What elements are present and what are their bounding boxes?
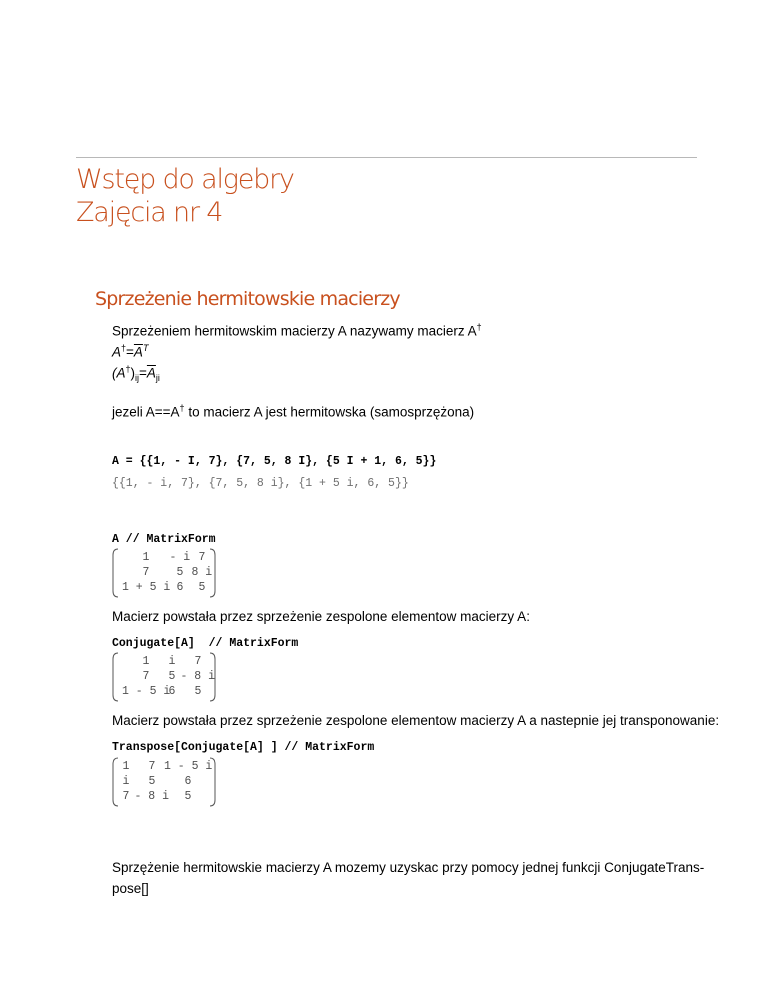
conjugate-description: Macierz powstała przez sprzeżenie zespolone elementow macierzy A: — [112, 609, 530, 624]
header-rule — [76, 157, 697, 158]
matrix-cell: 5 — [194, 685, 202, 698]
matrix-output-2 — [112, 651, 216, 703]
def2-rhs: $\overline{A}$ — [146, 365, 156, 381]
matrix-cell: 7 — [148, 760, 156, 773]
matrix-cell: 5 — [168, 670, 176, 683]
matrix-cell: 1 — [142, 655, 150, 668]
matrix-cell: 7 — [122, 790, 130, 803]
hermit-text-b: to macierz A jest hermitowska (samosprzężona) — [184, 404, 475, 420]
matrix-cell: 1 - 5 i — [122, 685, 171, 698]
matrix-cell: 7 — [198, 551, 206, 564]
intro-paragraph — [112, 322, 482, 339]
section-heading: Sprzeżenie hermitowskie macierzy — [95, 288, 400, 310]
matrix-cell: - 8 i — [180, 670, 216, 683]
matrix-cell: 5 — [198, 581, 206, 594]
def2-index-ji: ji — [155, 373, 160, 384]
matrix-cell: 1 + 5 i — [122, 581, 171, 594]
matrix-cell: - 8 i — [134, 790, 170, 803]
matrix-cell: 1 — [142, 551, 150, 564]
final-paragraph-line2: pose[] — [112, 881, 149, 896]
matrix-output-3 — [112, 756, 216, 808]
document-subtitle: Zajęcia nr 4 — [76, 197, 223, 228]
matrix-cell: 1 - 5 i — [164, 760, 213, 773]
def2-dagger: † — [125, 364, 131, 374]
left-bracket — [113, 758, 118, 806]
def1-dagger: † — [121, 343, 127, 353]
matrix-cell: 8 i — [191, 566, 213, 579]
matrix-cell: 5 — [184, 790, 192, 803]
matrix-cell: 5 — [176, 566, 184, 579]
final-paragraph-line1: Sprzężenie hermitowskie macierzy A mozemy uzyskac przy pomocy jednej funkcji ConjugateTrans- — [112, 860, 705, 875]
definition-1 — [112, 343, 148, 360]
input-cell-4[interactable]: Transpose[Conjugate[A] ] // MatrixForm — [112, 741, 375, 754]
left-bracket — [113, 653, 118, 701]
def1-transpose: T — [142, 343, 149, 353]
matrix-cell: 7 — [142, 566, 150, 579]
matrix-cell: 7 — [142, 670, 150, 683]
intro-text: Sprzeżeniem hermitowskim macierzy A nazywamy macierz A — [112, 323, 477, 339]
def1-lhs: A — [112, 344, 122, 360]
def2-lhs: (A — [112, 365, 126, 381]
matrix-output-1 — [112, 547, 216, 599]
matrix-cell: 6 — [168, 685, 176, 698]
def2-index-ij: ij — [135, 373, 140, 384]
left-bracket — [113, 549, 118, 597]
input-cell-1[interactable]: A = {{1, - I, 7}, {7, 5, 8 I}, {5 I + 1, 6, 5}} — [112, 455, 437, 468]
hermit-dagger: † — [179, 403, 185, 413]
input-cell-2[interactable]: A // MatrixForm — [112, 533, 216, 546]
document-title: Wstęp do algebry — [76, 164, 294, 195]
def2-close: ) — [130, 365, 136, 381]
input-cell-3[interactable]: Conjugate[A] // MatrixForm — [112, 637, 299, 650]
matrix-cell: - i — [169, 551, 191, 564]
matrix-cell: i — [122, 775, 130, 788]
def1-rhs: $\overline{A}$ — [133, 344, 143, 360]
matrix-cell: 7 — [194, 655, 202, 668]
hermitian-condition — [112, 403, 474, 420]
matrix-cell: 6 — [184, 775, 192, 788]
output-cell-1: {{1, - i, 7}, {7, 5, 8 i}, {1 + 5 i, 6, 5}} — [112, 477, 409, 490]
def2-eq: = — [139, 365, 147, 381]
def1-eq: = — [126, 344, 134, 360]
dagger-symbol: † — [476, 322, 482, 332]
conjugate-transpose-description: Macierz powstała przez sprzeżenie zespolone elementow macierzy A a nastepnie jej transponowanie: — [112, 713, 720, 728]
matrix-cell: 5 — [148, 775, 156, 788]
matrix-cell: i — [168, 655, 176, 668]
matrix-cell: 1 — [122, 760, 130, 773]
hermit-text-a: jezeli A==A — [112, 404, 180, 420]
definition-2 — [112, 364, 160, 383]
matrix-cell: 6 — [176, 581, 184, 594]
